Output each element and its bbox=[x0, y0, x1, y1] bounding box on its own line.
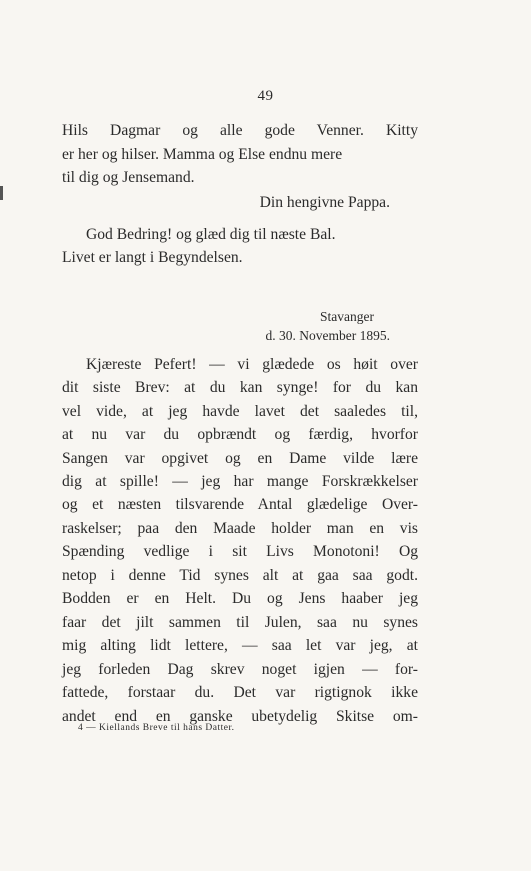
signature: Din hengivne Pappa. bbox=[259, 194, 390, 211]
body-line-10: netop i denne Tid synes alt at gaa saa godt. bbox=[62, 567, 418, 584]
letter-place: Stavanger bbox=[320, 309, 374, 324]
body-line-12: faar det jilt sammen til Julen, saa nu synes bbox=[62, 614, 418, 631]
body-line-16: andet end en ganske ubetydelig Skitse om- bbox=[62, 708, 418, 725]
body-line-8: raskelser; paa den Maade holder man en vis bbox=[62, 520, 418, 537]
body-line-9: Spænding vedlige i sit Livs Monotoni! Og bbox=[62, 543, 418, 560]
body-line-1: Kjæreste Pefert! — vi glædede os høit over bbox=[86, 356, 418, 373]
body-line-5: Sangen var opgivet og en Dame vilde lære bbox=[62, 450, 418, 467]
body-line-4: at nu var du opbrændt og færdig, hvorfor bbox=[62, 426, 418, 443]
body-line-11: Bodden er en Helt. Du og Jens haaber jeg bbox=[62, 590, 418, 607]
letter-date: d. 30. November 1895. bbox=[265, 328, 390, 343]
footer-signature-line: 4 — Kiellands Breve til hans Datter. bbox=[78, 723, 235, 733]
letter-one-line-3: til dig og Jensemand. bbox=[62, 169, 195, 186]
body-line-6: dig at spille! — jeg har mange Forskrækkelser bbox=[62, 473, 418, 490]
body-line-3: vel vide, at jeg havde lavet det saaledes til, bbox=[62, 403, 418, 420]
body-line-14: jeg forleden Dag skrev noget igjen — for- bbox=[62, 661, 418, 678]
postscript-line-1: God Bedring! og glæd dig til næste Bal. bbox=[86, 226, 336, 243]
letter-one-line-2: er her og hilser. Mamma og Else endnu mere bbox=[62, 146, 343, 163]
body-line-15: fattede, forstaar du. Det var rigtignok ikke bbox=[62, 684, 418, 701]
body-line-2: dit siste Brev: at du kan synge! for du kan bbox=[62, 379, 418, 396]
body-line-7: og et næsten tilsvarende Antal glædelige Over- bbox=[62, 496, 418, 513]
letter-one-line-1: Hils Dagmar og alle gode Venner. Kitty bbox=[62, 122, 418, 139]
postscript-line-2: Livet er langt i Begyndelsen. bbox=[62, 249, 243, 266]
body-line-13: mig alting lidt lettere, — saa let var jeg, at bbox=[62, 637, 418, 654]
page-edge-mark bbox=[0, 186, 3, 200]
page-number: 49 bbox=[257, 88, 274, 104]
